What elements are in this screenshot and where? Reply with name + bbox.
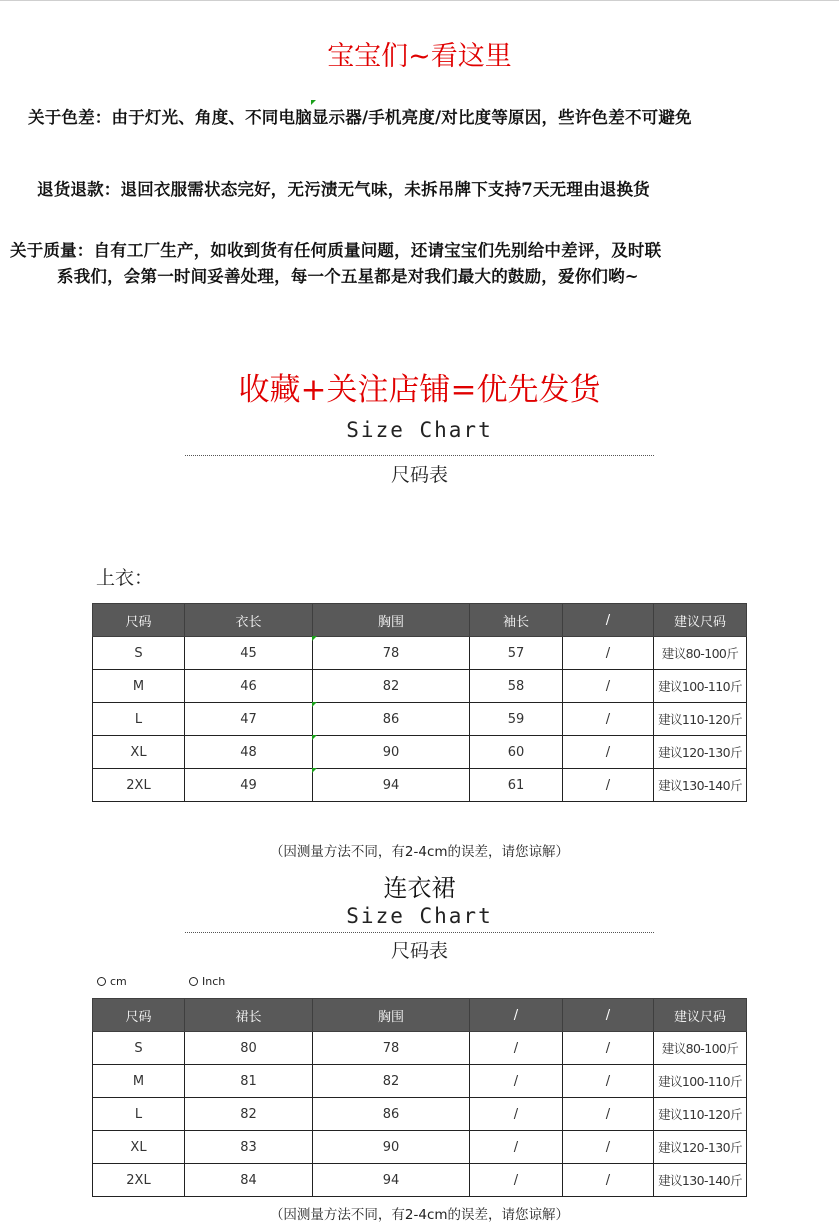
cell-chest: 94 bbox=[313, 769, 470, 802]
cell-size: S bbox=[93, 1032, 185, 1065]
cell-recommended: 建议80-100斤 bbox=[654, 637, 747, 670]
dress-size-table bbox=[92, 998, 747, 1197]
table-row bbox=[93, 703, 747, 736]
header-chest: 胸围 bbox=[313, 604, 470, 637]
cell-sleeve: 60 bbox=[470, 736, 563, 769]
size-chart-subheading: 尺码表 bbox=[390, 464, 448, 486]
header-blank: / bbox=[470, 999, 563, 1032]
cell-size: S bbox=[93, 637, 185, 670]
cell-skirt-length: 81 bbox=[185, 1065, 313, 1098]
table-header-row bbox=[93, 999, 747, 1032]
table-header-row bbox=[93, 604, 747, 637]
size-chart-subheading: 尺码表 bbox=[390, 940, 448, 962]
cell-blank: / bbox=[470, 1164, 563, 1197]
header-size: 尺码 bbox=[93, 999, 185, 1032]
table-row bbox=[93, 769, 747, 802]
cell-size: XL bbox=[93, 736, 185, 769]
cell-blank: / bbox=[563, 637, 654, 670]
cell-skirt-length: 83 bbox=[185, 1131, 313, 1164]
page-title: 宝宝们~看这里 bbox=[327, 41, 512, 72]
cell-length: 49 bbox=[185, 769, 313, 802]
cell-recommended: 建议130-140斤 bbox=[654, 1164, 747, 1197]
cell-recommended: 建议130-140斤 bbox=[654, 769, 747, 802]
cell-size: L bbox=[93, 703, 185, 736]
unit-option-cm[interactable] bbox=[97, 975, 127, 988]
cell-size: M bbox=[93, 670, 185, 703]
cell-size: 2XL bbox=[93, 769, 185, 802]
dress-label: 连衣裙 bbox=[383, 874, 456, 902]
cell-size: M bbox=[93, 1065, 185, 1098]
cell-recommended: 建议110-120斤 bbox=[654, 1098, 747, 1131]
tops-size-table bbox=[92, 603, 747, 802]
cell-recommended: 建议80-100斤 bbox=[654, 1032, 747, 1065]
table-row bbox=[93, 637, 747, 670]
unit-label: Inch bbox=[202, 975, 226, 988]
cell-size: XL bbox=[93, 1131, 185, 1164]
notice-refund: 退货退款：退回衣服需状态完好，无污渍无气味，未拆吊牌下支持7天无理由退换货 bbox=[37, 180, 650, 199]
cell-length: 45 bbox=[185, 637, 313, 670]
cell-sleeve: 61 bbox=[470, 769, 563, 802]
header-recommended: 建议尺码 bbox=[654, 604, 747, 637]
cell-chest: 82 bbox=[313, 1065, 470, 1098]
header-chest: 胸围 bbox=[313, 999, 470, 1032]
cell-sleeve: 57 bbox=[470, 637, 563, 670]
header-blank: / bbox=[563, 999, 654, 1032]
header-skirt-length: 裙长 bbox=[185, 999, 313, 1032]
cell-skirt-length: 84 bbox=[185, 1164, 313, 1197]
cell-length: 46 bbox=[185, 670, 313, 703]
cell-chest: 90 bbox=[313, 1131, 470, 1164]
radio-icon bbox=[189, 977, 198, 986]
cell-chest: 94 bbox=[313, 1164, 470, 1197]
cell-blank: / bbox=[563, 703, 654, 736]
cell-sleeve: 59 bbox=[470, 703, 563, 736]
cell-length: 47 bbox=[185, 703, 313, 736]
cell-recommended: 建议120-130斤 bbox=[654, 1131, 747, 1164]
dotted-divider bbox=[185, 932, 654, 933]
green-mark bbox=[312, 768, 317, 773]
cell-sleeve: 58 bbox=[470, 670, 563, 703]
cell-skirt-length: 80 bbox=[185, 1032, 313, 1065]
cell-blank: / bbox=[563, 1098, 654, 1131]
size-chart-heading: Size Chart bbox=[346, 904, 493, 928]
green-mark bbox=[311, 100, 316, 105]
unit-option-inch[interactable] bbox=[189, 975, 225, 988]
table-row bbox=[93, 1098, 747, 1131]
header-size: 尺码 bbox=[93, 604, 185, 637]
cell-recommended: 建议100-110斤 bbox=[654, 1065, 747, 1098]
cell-chest: 86 bbox=[313, 703, 470, 736]
cell-chest: 82 bbox=[313, 670, 470, 703]
cell-chest: 78 bbox=[313, 1032, 470, 1065]
cell-recommended: 建议120-130斤 bbox=[654, 736, 747, 769]
top-divider bbox=[0, 0, 839, 1]
header-recommended: 建议尺码 bbox=[654, 999, 747, 1032]
table-row bbox=[93, 1131, 747, 1164]
cell-blank: / bbox=[563, 736, 654, 769]
cell-recommended: 建议110-120斤 bbox=[654, 703, 747, 736]
promo-banner: 收藏+关注店铺=优先发货 bbox=[238, 372, 601, 408]
cell-blank: / bbox=[563, 769, 654, 802]
cell-blank: / bbox=[563, 1065, 654, 1098]
header-blank: / bbox=[563, 604, 654, 637]
green-mark bbox=[312, 702, 317, 707]
measurement-note: （因测量方法不同，有2-4cm的误差，请您谅解） bbox=[269, 844, 570, 860]
cell-blank: / bbox=[563, 1032, 654, 1065]
dotted-divider bbox=[185, 455, 654, 456]
notice-quality-line1: 关于质量：自有工厂生产，如收到货有任何质量问题，还请宝宝们先别给中差评，及时联 bbox=[10, 241, 662, 260]
notice-quality-line2: 系我们，会第一时间妥善处理，每一个五星都是对我们最大的鼓励，爱你们哟~ bbox=[57, 267, 639, 286]
cell-blank: / bbox=[563, 670, 654, 703]
cell-size: 2XL bbox=[93, 1164, 185, 1197]
notice-color-difference: 关于色差：由于灯光、角度、不同电脑显示器/手机亮度/对比度等原因，些许色差不可避免 bbox=[28, 108, 692, 127]
cell-chest: 90 bbox=[313, 736, 470, 769]
unit-label: cm bbox=[110, 975, 127, 988]
measurement-note: （因测量方法不同，有2-4cm的误差，请您谅解） bbox=[269, 1207, 570, 1223]
tops-label: 上衣： bbox=[96, 567, 154, 589]
cell-blank: / bbox=[470, 1098, 563, 1131]
cell-blank: / bbox=[563, 1131, 654, 1164]
green-mark bbox=[312, 636, 317, 641]
table-row bbox=[93, 736, 747, 769]
cell-blank: / bbox=[470, 1065, 563, 1098]
table-row bbox=[93, 1065, 747, 1098]
green-mark bbox=[312, 735, 317, 740]
header-sleeve: 袖长 bbox=[470, 604, 563, 637]
cell-recommended: 建议100-110斤 bbox=[654, 670, 747, 703]
cell-skirt-length: 82 bbox=[185, 1098, 313, 1131]
cell-blank: / bbox=[470, 1032, 563, 1065]
cell-chest: 86 bbox=[313, 1098, 470, 1131]
table-row bbox=[93, 670, 747, 703]
radio-icon bbox=[97, 977, 106, 986]
cell-chest: 78 bbox=[313, 637, 470, 670]
table-row bbox=[93, 1164, 747, 1197]
size-chart-heading: Size Chart bbox=[346, 418, 493, 442]
cell-length: 48 bbox=[185, 736, 313, 769]
table-row bbox=[93, 1032, 747, 1065]
cell-size: L bbox=[93, 1098, 185, 1131]
cell-blank: / bbox=[470, 1131, 563, 1164]
header-length: 衣长 bbox=[185, 604, 313, 637]
cell-blank: / bbox=[563, 1164, 654, 1197]
